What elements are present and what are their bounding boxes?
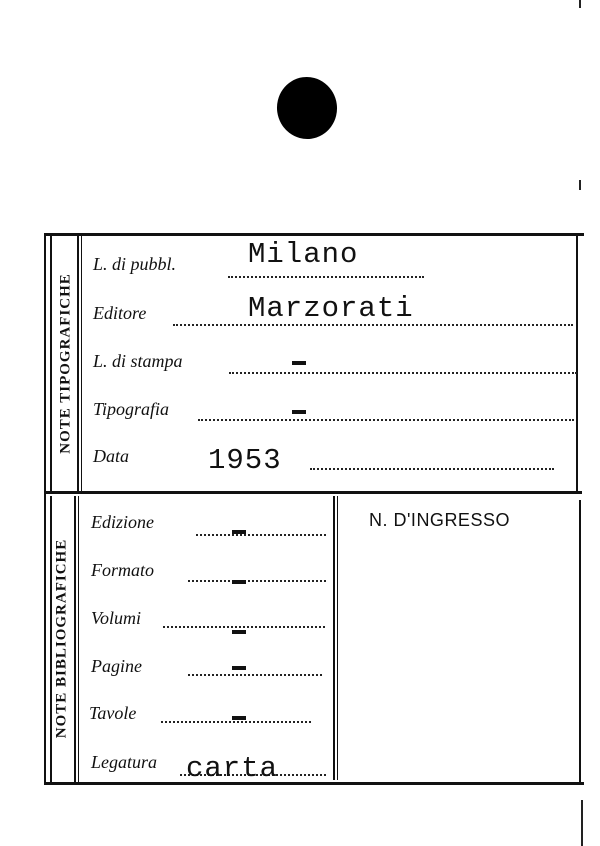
luogo-line xyxy=(228,276,424,278)
formato-dash xyxy=(232,580,246,584)
bibliografiche-column-rule xyxy=(78,496,79,782)
section-divider xyxy=(46,491,582,494)
editore-label: Editore xyxy=(93,303,147,323)
legatura-value: carta xyxy=(186,752,279,785)
formato-line xyxy=(188,580,326,582)
ingresso-label: N. D'INGRESSO xyxy=(369,510,510,530)
volumi-label: Volumi xyxy=(91,608,142,628)
card-right-rule xyxy=(576,236,578,492)
volumi-line xyxy=(163,626,325,628)
luogo-label: L. di pubbl. xyxy=(93,254,177,274)
ingresso-divider xyxy=(333,496,335,780)
tipografiche-column-rule xyxy=(81,236,82,494)
ingresso-divider xyxy=(337,496,338,780)
edizione-dash xyxy=(232,530,246,534)
edge-mark xyxy=(581,800,583,846)
edge-mark xyxy=(579,0,581,8)
bibliografiche-column-rule xyxy=(74,496,76,782)
edizione-label: Edizione xyxy=(91,512,154,532)
data-value: 1953 xyxy=(208,444,282,477)
bibliografiche-section-label: NOTE BIBLIOGRAFICHE xyxy=(53,538,70,739)
tavole-dash xyxy=(232,716,246,720)
tipografia-dash xyxy=(292,410,306,414)
tipografia-label: Tipografia xyxy=(93,399,170,419)
pagine-dash xyxy=(232,666,246,670)
volumi-dash xyxy=(232,630,246,634)
data-line xyxy=(310,468,554,470)
stampa-label: L. di stampa xyxy=(93,351,183,371)
pagine-line xyxy=(188,674,322,676)
luogo-value: Milano xyxy=(248,238,359,271)
formato-label: Formato xyxy=(91,560,154,580)
tipografiche-section-label: NOTE TIPOGRAFICHE xyxy=(57,273,74,454)
tavole-line xyxy=(161,721,311,723)
edizione-line xyxy=(196,534,326,536)
tavole-label: Tavole xyxy=(89,703,137,723)
tipografiche-column-rule xyxy=(50,236,52,494)
tipografiche-column-rule xyxy=(77,236,79,494)
tipografia-line xyxy=(198,419,574,421)
stampa-dash xyxy=(292,361,306,365)
edge-mark xyxy=(579,180,581,190)
pagine-label: Pagine xyxy=(91,656,142,676)
card-right-rule xyxy=(579,500,581,782)
legatura-label: Legatura xyxy=(91,752,158,772)
data-label: Data xyxy=(93,446,129,466)
stampa-line xyxy=(229,372,577,374)
editore-value: Marzorati xyxy=(248,292,414,325)
punch-hole xyxy=(273,73,341,143)
bibliografiche-column-rule xyxy=(50,496,52,782)
